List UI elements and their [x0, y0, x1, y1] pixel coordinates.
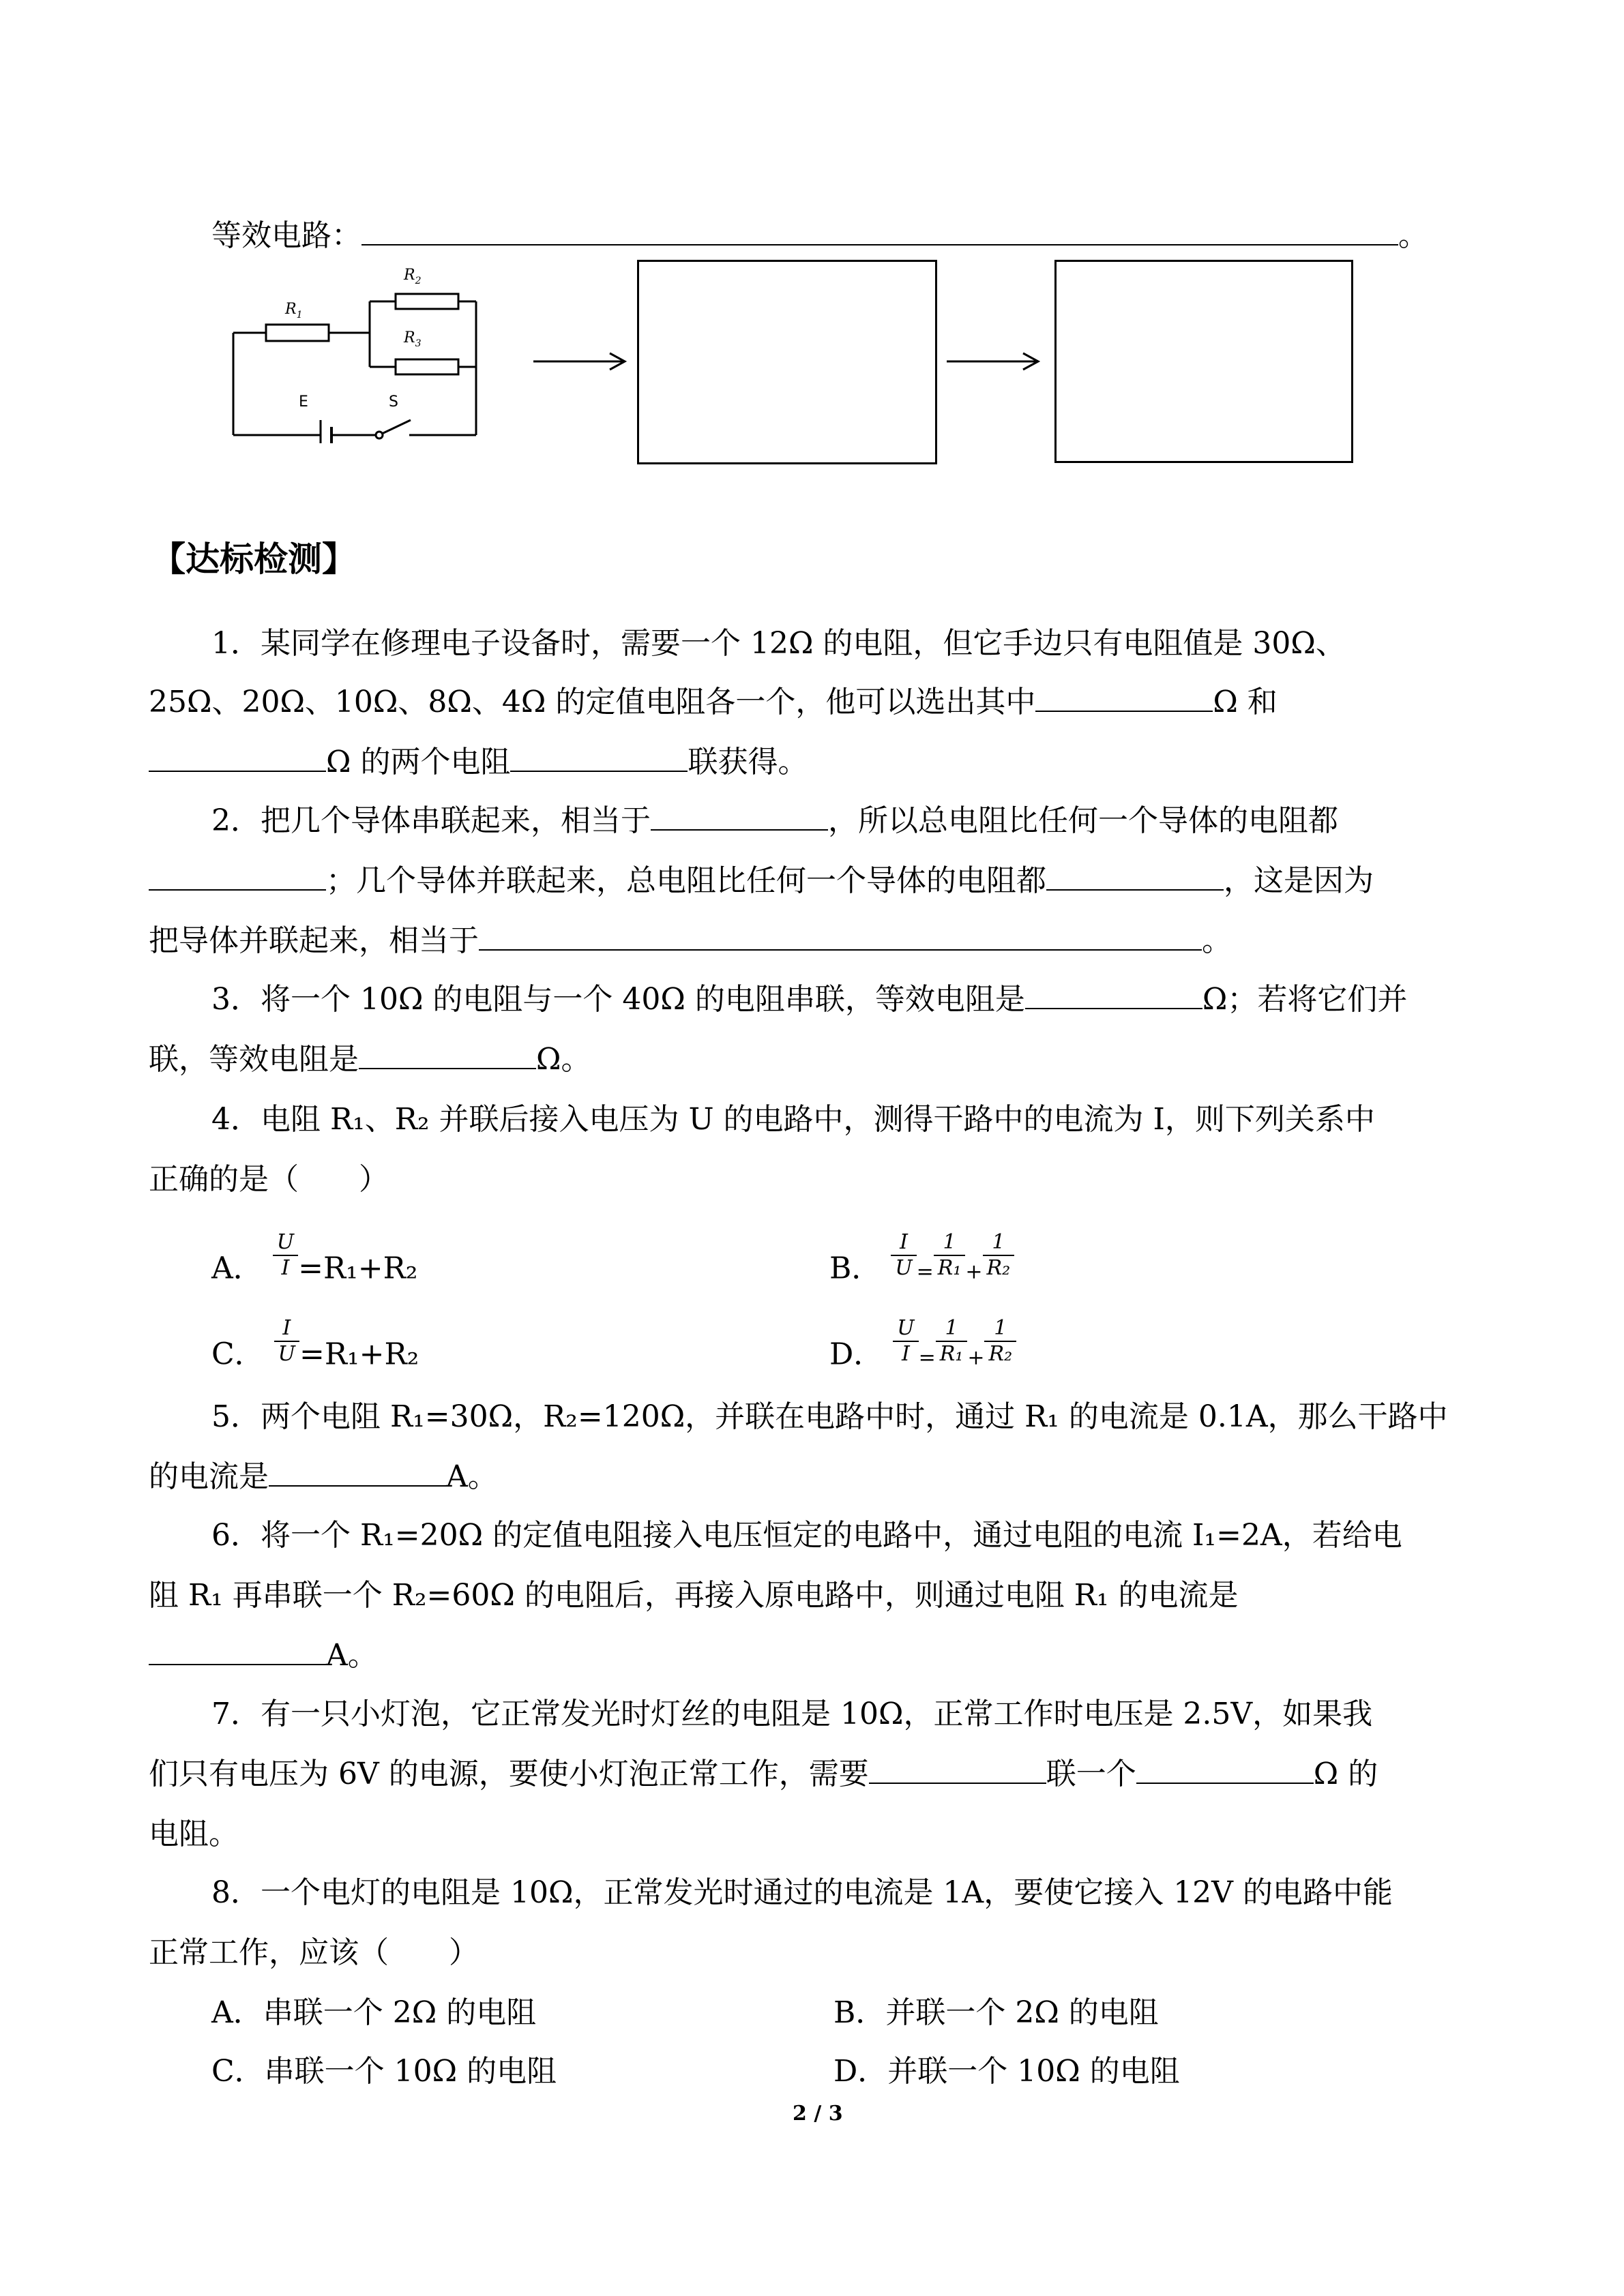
- q6-text: A。: [326, 1638, 378, 1673]
- q2-text: ，这是因为: [1224, 863, 1374, 898]
- q3-text: 3．将一个 10Ω 的电阻与一个 40Ω 的电阻串联，等效电阻是: [211, 982, 1025, 1017]
- frac-den: I: [281, 1256, 290, 1280]
- option-label: C．: [211, 1337, 265, 1372]
- switch-label: S: [389, 393, 398, 411]
- q2-text: 。: [1202, 923, 1232, 958]
- q8-option-b: B．并联一个 2Ω 的电阻: [833, 1995, 1159, 2030]
- fraction: [274, 1316, 299, 1367]
- frac-num: 1: [936, 1316, 968, 1342]
- svg-text:R1: [284, 301, 303, 320]
- circuit-diagram: [225, 252, 512, 443]
- frac-num: I: [274, 1316, 299, 1342]
- resistor-r3: [396, 359, 458, 374]
- q4-option-d: [829, 1316, 1016, 1382]
- svg-text:R3: [403, 329, 422, 349]
- q1-text: 联获得。: [688, 745, 808, 779]
- option-label: B．: [829, 1251, 882, 1286]
- q2-text: 2．把几个导体串联起来，相当于: [211, 803, 651, 838]
- option-label: D．: [829, 1337, 884, 1372]
- answer-blank: [269, 1458, 446, 1487]
- frac-den: I: [902, 1342, 910, 1366]
- q4-line2: 正确的是（ ）: [149, 1162, 389, 1197]
- q7-text: 们只有电压为 6V 的电源，要使小灯泡正常工作，需要: [149, 1757, 869, 1791]
- q1-line3: [149, 742, 808, 783]
- q6-line1: 6．将一个 R₁=20Ω 的定值电阻接入电压恒定的电路中，通过电阻的电流 I₁=2A，若给电: [211, 1518, 1402, 1553]
- q5-text: A。: [446, 1459, 498, 1494]
- svg-text:R2: [403, 267, 422, 286]
- fraction: [936, 1316, 968, 1367]
- answer-blank: [651, 802, 828, 831]
- r1-sub: 1: [296, 310, 303, 320]
- switch-blade: [382, 420, 411, 434]
- q8-option-a: A．串联一个 2Ω 的电阻: [211, 1995, 537, 2030]
- q7-line1: 7．有一只小灯泡，它正常发光时灯丝的电阻是 10Ω，正常工作时电压是 2.5V，如果我: [211, 1697, 1373, 1731]
- q2-text: 把导体并联起来，相当于: [149, 923, 479, 958]
- resistor-r1: [266, 325, 329, 341]
- answer-box-1: [637, 260, 937, 464]
- frac-den: R₂: [986, 1256, 1011, 1280]
- q7-text: Ω 的: [1313, 1757, 1378, 1791]
- q4-option-c: [211, 1316, 419, 1382]
- frac-num: 1: [983, 1230, 1015, 1256]
- option-label: A．: [211, 1251, 263, 1286]
- q5-line2: [149, 1457, 498, 1497]
- equiv-end: 。: [1398, 218, 1428, 253]
- frac-den: U: [278, 1342, 295, 1366]
- q8-option-d: D．并联一个 10Ω 的电阻: [833, 2054, 1180, 2089]
- frac-den: R₂: [988, 1342, 1013, 1366]
- frac-num: I: [891, 1230, 916, 1256]
- q3-text: Ω。: [536, 1042, 591, 1077]
- answer-blank: [1025, 981, 1202, 1009]
- plus: +: [967, 1345, 985, 1370]
- q3-line2: [149, 1039, 591, 1080]
- answer-blank: [510, 743, 688, 772]
- q7-line3: 电阻。: [149, 1817, 239, 1851]
- q8-option-c: C．串联一个 10Ω 的电阻: [211, 2054, 557, 2089]
- q3-text: 联，等效电阻是: [149, 1042, 359, 1077]
- frac-den: R₁: [939, 1342, 964, 1366]
- q3-text: Ω；若将它们并: [1202, 982, 1408, 1017]
- arrow-1: [533, 348, 629, 375]
- q7-text: 联一个: [1046, 1757, 1136, 1791]
- q1-line1: 1．某同学在修理电子设备时，需要一个 12Ω 的电阻，但它手边只有电阻值是 30Ω、: [211, 626, 1346, 661]
- q5-text: 的电流是: [149, 1459, 269, 1494]
- battery-label: E: [299, 393, 308, 411]
- q4-option-b: [829, 1230, 1014, 1296]
- equals: =: [918, 1345, 936, 1370]
- answer-blank: [869, 1755, 1046, 1784]
- q1-text: 25Ω、20Ω、10Ω、8Ω、4Ω 的定值电阻各一个，他可以选出其中: [149, 685, 1036, 719]
- fraction: [984, 1316, 1016, 1367]
- q2-line3: [149, 921, 1232, 961]
- q1-text: Ω 和: [1213, 685, 1278, 719]
- arrow-2: [947, 348, 1042, 375]
- r1-label: R: [285, 301, 297, 318]
- resistor-r2: [396, 294, 458, 309]
- switch-contact: [376, 432, 383, 438]
- fraction: [893, 1316, 918, 1367]
- answer-blank: [149, 862, 326, 891]
- option-rest: =R₁+R₂: [299, 1337, 419, 1372]
- q8-line2: 正常工作，应该（ ）: [149, 1935, 479, 1970]
- q6-line2: 阻 R₁ 再串联一个 R₂=60Ω 的电阻后，再接入原电路中，则通过电阻 R₁ 的电流是: [149, 1578, 1239, 1613]
- fraction: [934, 1230, 966, 1281]
- q1-text: Ω 的两个电阻: [326, 745, 511, 779]
- q3-line1: [211, 979, 1407, 1020]
- answer-blank: [479, 922, 1202, 951]
- frac-den: U: [895, 1256, 913, 1280]
- q2-line1: [211, 801, 1338, 841]
- r3-sub: 3: [415, 338, 422, 349]
- answer-blank: [149, 743, 326, 772]
- answer-blank: [149, 1637, 326, 1665]
- q4-option-a: [211, 1230, 418, 1296]
- option-rest: =R₁+R₂: [298, 1251, 418, 1286]
- q2-text: ，所以总电阻比任何一个导体的电阻都: [828, 803, 1338, 838]
- q4-line1: 4．电阻 R₁、R₂ 并联后接入电压为 U 的电路中，测得干路中的电流为 I，则下列关系中: [211, 1102, 1375, 1137]
- q2-text: ；几个导体并联起来，总电阻比任何一个导体的电阻都: [326, 863, 1046, 898]
- answer-blank: [359, 1041, 536, 1069]
- r2-sub: 2: [415, 275, 422, 286]
- q7-line2: [149, 1754, 1378, 1795]
- q5-line1: 5．两个电阻 R₁=30Ω，R₂=120Ω，并联在电路中时，通过 R₁ 的电流是 0.1A，那么干路中: [211, 1399, 1448, 1434]
- fraction: [983, 1230, 1015, 1281]
- frac-num: U: [893, 1316, 918, 1342]
- q6-line3: [149, 1635, 378, 1676]
- q8-line1: 8．一个电灯的电阻是 10Ω，正常发光时通过的电流是 1A，要使它接入 12V 的电路中能: [211, 1875, 1393, 1910]
- plus: +: [965, 1259, 983, 1284]
- q2-line2: [149, 861, 1374, 901]
- frac-num: 1: [934, 1230, 966, 1256]
- section-title: 【达标检测】: [151, 539, 356, 579]
- equals: =: [916, 1259, 934, 1284]
- answer-blank: [361, 217, 1398, 245]
- fraction: [891, 1230, 916, 1281]
- fraction: [273, 1230, 298, 1281]
- answer-box-2: [1054, 260, 1353, 463]
- answer-blank: [1046, 862, 1224, 891]
- page-number: 2 / 3: [793, 2102, 843, 2126]
- q1-line2: [149, 682, 1278, 723]
- r2-label: R: [404, 267, 415, 284]
- r3-label: R: [404, 329, 415, 346]
- frac-num: U: [273, 1230, 298, 1256]
- frac-num: 1: [984, 1316, 1016, 1342]
- frac-den: R₁: [937, 1256, 962, 1280]
- answer-blank: [1035, 683, 1213, 712]
- answer-blank: [1136, 1755, 1314, 1784]
- equiv-circuit-line: [211, 215, 1428, 256]
- equiv-label: 等效电路：: [211, 218, 361, 253]
